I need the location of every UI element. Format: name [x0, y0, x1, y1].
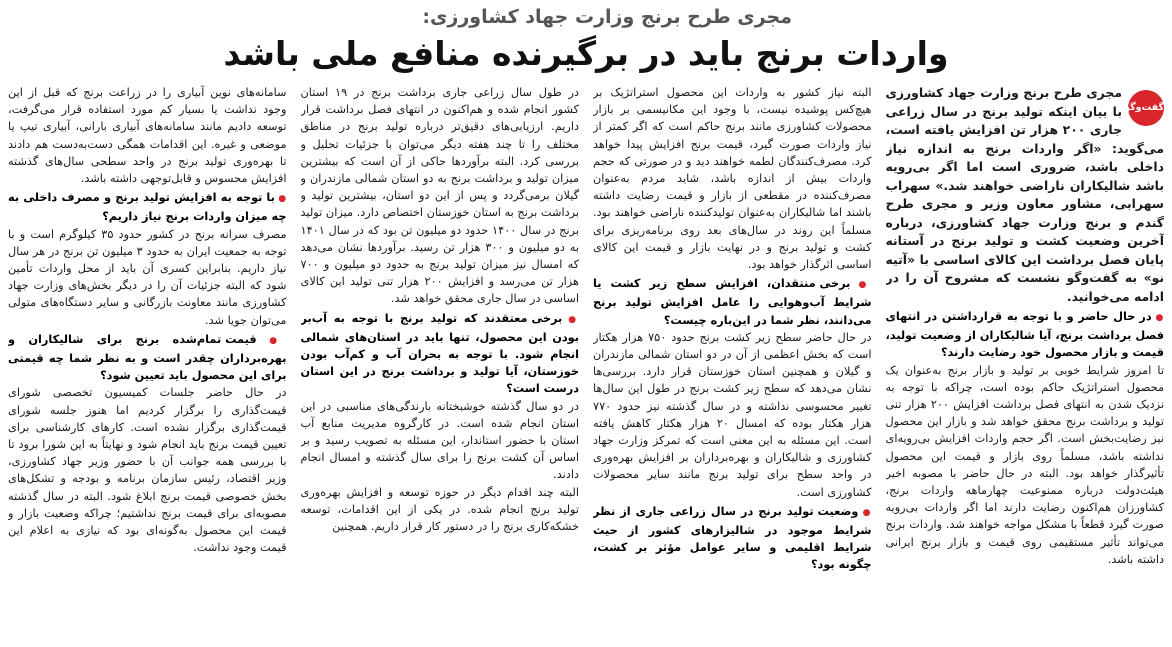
article-paragraph: در حال حاضر جلسات کمیسیون تخصصی شورای قیمت‌گذاری را برگزار کردیم اما هنوز جلسه شورای قیمت‌گذاری برگزار نشده است. کارهای کارشناسی برای تعیین قیمت برنج باید انجام شود و نهایتاً به این شورا برود تا با بررسی همه جوانب آن با حضور وزیر جهاد کشاورزی، وزیر اقتصاد، رئیس سازمان برنامه و بودجه و تشکل‌های بخش خصوصی قیمت برنج ابلاغ شود. البته در سال گذشته مصوبه‌ای برای قیمت برنج نداشتیم؛ چراکه وضعیت بازار و قیمت این محصول به‌گونه‌ای بود که نیازی به اعلام این قیمت وجود نداشت. — [8, 386, 287, 555]
interview-question: ● وضعیت تولید برنج در سال زراعی جاری از نظر شرایط موجود در شالیزارهای کشور از حیث شرایط اقلیمی و سایر عوامل مؤثر بر کشت، چگونه بود؟ — [593, 503, 872, 574]
interview-question: ● در حال حاضر و با توجه به قرارداشتن در انتهای فصل برداشت برنج، آیا شالیکاران از وضعیت تولید، قیمت و بازار محصول خود رضایت دارند؟ — [886, 308, 1165, 362]
interview-question: ● قیمت تمام‌شده برنج برای شالیکاران و بهره‌برداران چقدر است و به نظر شما چه قیمتی برای این محصول باید تعیین شود؟ — [8, 331, 287, 385]
column-4 — [8, 84, 287, 644]
article-paragraph: البته چند اقدام دیگر در حوزه توسعه و افزایش بهره‌وری تولید برنج انجام شده. در یکی از این اقدامات، توسعه خشکه‌کاری برنج را در دستور کار قرار داریم. همچنین — [300, 485, 579, 534]
article-paragraph: سامانه‌های نوین آبیاری را در زراعت برنج که قبل از این وجود نداشت یا بسیار کم مورد استفاده قرار می‌گرفت، توسعه دادیم مانند سامانه‌های آبیاری بارانی، آبیاری تیپ یا موضعی و غیره. این اقدامات همگی دست‌به‌دست هم دادند تا بهره‌وری تولید برنج در واحد سطحی سال‌های گذشته افزایش محسوس و قابل‌توجهی داشته باشد. — [8, 86, 287, 186]
column-2 — [593, 84, 872, 644]
article-paragraph: البته نیاز کشور به واردات این محصول استراتژیک بر هیچ‌کس پوشیده نیست، با وجود این مکانیسمی بر بازار محصولات کشاورزی مانند برنج حاکم است که اگر کمتر از نیاز واردات صورت گیرد، قیمت برنج افزایش پیدا خواهد کرد. مصرف‌کنندگان لطمه خواهند دید و در صورتی که حجم واردات بیش از اندازه باشد، شاید مردم به‌عنوان مصرف‌کننده در مقطعی از بازار و قیمت رضایت داشته باشند اما شالیکاران به‌عنوان تولیدکننده ناراضی خواهند بود. مسلماً این روند در سال‌های بعد روی برنامه‌ریزی برای کشت و تولید برنج و در نهایت بازار و قیمت این کالای اساسی اثرگذار خواهد بود. — [593, 86, 872, 272]
article-paragraph: در حال حاضر سطح زیر کشت برنج حدود ۷۵۰ هزار هکتار است که بخش اعظمی از آن در دو استان شمالی مازندران و گیلان و همچنین استان خوزستان قرار دارد. بررسی‌ها نشان می‌دهد که سطح زیر کشت برنج در طول این سال‌ها تغییر محسوسی نداشته و در سال گذشته نیز حدود ۷۷۰ هزار هکتار بوده که امسال ۲۰ هزار هکتار کاهش یافته است. این مسئله به این معنی است که تمرکز وزارت جهاد کشاورزی و شالیکاران و بهره‌برداران بر افزایش بهره‌وری در واحد سطح برای تولید برنج مانند سایر محصولات کشاورزی است. — [593, 330, 872, 499]
article-lead: مجری طرح برنج وزارت جهاد کشاورزی با بیان اینکه تولید برنج در سال زراعی جاری ۲۰۰ هزار تن افزایش یافته است، می‌گوید: «اگر واردات برنج به اندازه نیاز داخلی باشد، ضروری است اما اگر بی‌رویه باشد شالیکاران ناراضی خواهند شد.» سهراب سهرابی، مشاور معاون وزیر و مجری طرح گندم و برنج وزارت جهاد کشاورزی، درباره آخرین وضعیت کشت و تولید برنج در آستانه پایان فصل برداشت این کالای اساسی با «آتیه نو» به گفت‌وگو نشست که مشروح آن را در ادامه می‌خوانید. — [885, 85, 1164, 304]
article-paragraph: تا امروز شرایط خوبی بر تولید و بازار برنج به‌عنوان یک محصول استراتژیک حاکم بوده است، چراکه با توجه به نزدیک شدن به انتهای فصل برداشت افزایش ۲۰۰ هزار تنی تولید و برداشت برنج محقق خواهد شد و بازار این محصول نیز رضایت‌بخش است. اگر حجم واردات افزایش بی‌رویه‌ای نداشته باشد، مسلماً روی بازار و قیمت این محصول تأثیرگذار خواهد بود. البته در حال حاضر با مصوبه اخیر هیئت‌دولت درباره ممنوعیت چهارماهه واردات برنج، کشاورزان هم‌اکنون رضایت دارند اما اگر واردات بی‌رویه صورت گیرد قطعاً با مشکل مواجه خواهند شد. واردات برنج می‌تواند تأثیر مستقیمی روی قیمت و بازار برنج ایرانی داشته باشد. — [885, 363, 1164, 566]
article-kicker: مجری طرح برنج وزارت جهاد کشاورزی: — [422, 6, 792, 28]
column-1-body — [886, 84, 1165, 568]
interview-question: ● با توجه به افزایش تولید برنج و مصرف داخلی به چه میزان واردات برنج نیاز داریم؟ — [8, 189, 287, 225]
interview-badge: گفت‌وگو — [1128, 90, 1164, 126]
column-1 — [886, 84, 1165, 644]
article-paragraph: در دو سال گذشته خوشبختانه بارندگی‌های مناسبی در این استان انجام شده است. در کارگروه مدیریت منابع آب استان با حضور استاندار، این مسئله به تصویب رسید و بر اساس آن کشت برنج را برای سال گذشته و امسال انجام دادند. — [300, 399, 579, 482]
column-3 — [301, 84, 580, 644]
article-headline: واردات برنج باید در برگیرنده منافع ملی باشد — [223, 34, 949, 73]
interview-question: ● برخی معتقدند که تولید برنج با توجه به آب‌بر بودن این محصول، تنها باید در استان‌های شمالی انجام شود. با توجه به بحران آب و کم‌آب بودن خوزستان، آیا تولید و برداشت برنج در این استان درست است؟ — [301, 310, 580, 398]
article-paragraph: مصرف سرانه برنج در کشور حدود ۳۵ کیلوگرم است و با توجه به جمعیت ایران به حدود ۳ میلیون تن برنج در هر سال نیاز داریم. بنابراین کسری آن باید از محل واردات تأمین شود که البته جزئیات آن را در دیگر بخش‌های وزارت جهاد کشاورزی مانند معاونت بازرگانی و سایر دستگاه‌های متولی می‌توان جویا شد. — [8, 227, 287, 327]
article-columns — [8, 84, 1164, 644]
article-paragraph: در طول سال زراعی جاری برداشت برنج در ۱۹ استان کشور انجام شده و هم‌اکنون در انتهای فصل برداشت قرار داریم. ارزیابی‌های دقیق‌تر درباره تولید برنج در مناطق مختلف را تا چند هفته دیگر می‌توان با جزئیات تحلیل و بررسی کرد. البته برآوردها حاکی از آن است که بیشترین میزان تولید و برداشت برنج به دو استان شمالی مازندران و گیلان برمی‌گردد و پس از این دو استان، بیشترین تولید و برداشت برنج به استان خوزستان اختصاص دارد. میزان تولید برنج در سال ۱۴۰۰ حدود دو میلیون تن بود که در سال ۱۴۰۱ به دو میلیون و ۳۰۰ هزار تن رسید. برآوردها نشان می‌دهد که امسال نیز میزان تولید برنج به حدود دو میلیون و ۷۰۰ هزار تن می‌رسد و افزایش ۲۰۰ هزار تنی تولید این کالای اساسی در سال جاری محقق خواهد شد. — [300, 86, 579, 306]
interview-question: ● برخی منتقدان، افزایش سطح زیر کشت یا شرایط آب‌وهوایی را عامل افزایش تولید برنج می‌دانند، نظر شما در این‌باره چیست؟ — [593, 275, 872, 329]
